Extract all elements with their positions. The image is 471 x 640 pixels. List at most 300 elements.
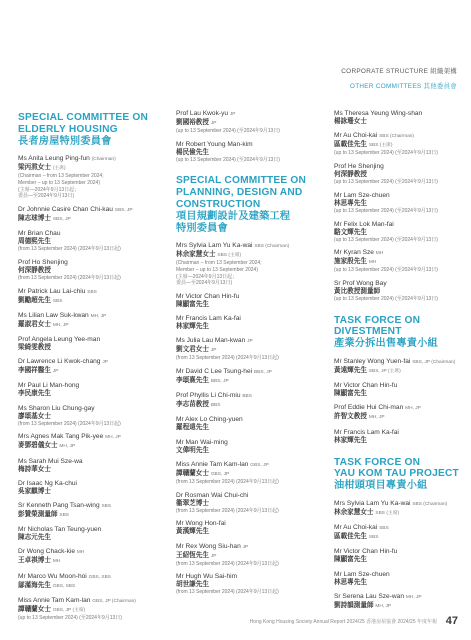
- member-name-en: [18, 597, 158, 606]
- footer-report-title: Hong Kong Housing Society Annual Report 2024/25 香港房屋協會 2024/25 年度年報: [249, 619, 437, 625]
- member-name-zh: [176, 301, 316, 309]
- member-name-zh-text: 文偉明先生: [176, 446, 209, 454]
- member-name-zh-text: 楊民儉先生: [176, 148, 209, 156]
- member-name-zh: [18, 297, 158, 306]
- member-name-en: [334, 163, 462, 171]
- member-name-en: [18, 206, 158, 215]
- page-number: 47: [445, 615, 458, 627]
- member-name-zh: [334, 556, 462, 564]
- member-name-zh-text: 劉文君女士: [176, 346, 209, 354]
- member-name-en-text: Sr Kenneth Pang Tsan-wing: [18, 501, 100, 509]
- member-name-en-text: Mr David C Lee Tsung-hei: [176, 368, 253, 376]
- member-name-en: [334, 192, 462, 200]
- member-name-zh-text: 周德熙先生: [18, 238, 51, 246]
- member-entry: [18, 433, 158, 451]
- member-entry: [176, 392, 316, 410]
- member-entry: [176, 573, 316, 596]
- member-name-zh: [176, 346, 316, 355]
- member-name-en-text: Dr Isaac Ng Ka-chui: [18, 479, 77, 487]
- member-name-zh-text: 林余家慧女士: [334, 509, 374, 517]
- member-honours-en: SBS, JP (Chairman): [412, 360, 456, 366]
- member-name-zh: [176, 251, 316, 260]
- member-name-en-text: Mr Stanley Wong Yuen-fai: [334, 358, 411, 366]
- member-entry: [176, 242, 316, 286]
- member-name-zh: [18, 442, 158, 451]
- member-name-zh-text: 陳顯富先生: [334, 390, 367, 398]
- member-honours-zh: GBS, JP (主席): [52, 607, 86, 613]
- committee-title-en-line: SPECIAL COMMITTEE ON: [176, 175, 307, 187]
- member-name-en-text: Mrs Agnes Mak Tang Pik-yee: [18, 433, 104, 441]
- member-name-en-text: Mr Felix Lok Man-fai: [334, 220, 394, 228]
- member-term-note: (主席—2024年9月13日起；: [176, 273, 238, 280]
- member-name-en: [176, 141, 316, 149]
- member-name-en: [18, 288, 158, 297]
- member-entry: [176, 520, 316, 536]
- member-name-en-text: Mr Paul Li Man-hong: [18, 382, 80, 390]
- member-name-zh-text: 胡世謙先生: [176, 581, 209, 589]
- member-entry: [18, 155, 158, 199]
- member-name-zh: [176, 447, 316, 455]
- member-honours-zh: MH: [52, 559, 61, 565]
- member-name-zh: [176, 552, 316, 561]
- member-honours-zh: MH: [368, 260, 377, 266]
- member-name-zh-text: 許智文教授: [334, 413, 367, 421]
- member-honours-zh: GBS, SBS: [52, 583, 76, 589]
- member-honours-zh: JP: [52, 369, 59, 375]
- member-honours-en: MH: [375, 251, 384, 257]
- member-honours-zh: SBS: [59, 512, 70, 518]
- member-name-en-text: Ms Sarah Mui Sze-wa: [18, 457, 83, 465]
- committee-title-en-line: ELDERLY HOUSING: [18, 123, 118, 135]
- member-name-en: [18, 480, 158, 488]
- member-name-zh: [176, 377, 316, 386]
- committee-title: [334, 457, 462, 492]
- member-name-zh-text: 梁綺雯教授: [18, 344, 51, 352]
- member-name-en-text: Mrs Sylvia Lam Yu Ka-wai: [176, 242, 253, 250]
- member-entry: [334, 571, 462, 587]
- member-name-en: [334, 500, 462, 509]
- member-name-en: [176, 315, 316, 323]
- committee-title-zh-line: 長者房屋特別委員會: [18, 135, 112, 147]
- member-honours-zh: SBS: [52, 298, 63, 304]
- member-name-en: [18, 312, 158, 321]
- member-name-zh-text: 林余家慧女士: [176, 251, 216, 259]
- section-header: CORPORATE STRUCTURE 組織架構: [341, 68, 457, 75]
- member-name-zh-text: 王卓祺博士: [18, 557, 51, 565]
- member-term-note: Member – up to 13 September 2024): [18, 179, 100, 186]
- member-name-en-text: Mr Victor Chan Hin-fu: [176, 292, 240, 300]
- member-name-en-text: Mr Au Choi-kai: [334, 132, 378, 140]
- member-name-en: [176, 543, 316, 552]
- committee-title-zh-line: 特別委員會: [176, 222, 228, 234]
- member-name-zh-text: 李國祥醫生: [18, 367, 51, 375]
- member-honours-zh: SBS, JP: [52, 216, 71, 222]
- member-honours-en: GBS, JP (Chairman): [92, 598, 136, 604]
- member-name-zh: [334, 288, 462, 296]
- member-honours-en: SBS (Chairman): [412, 502, 448, 508]
- member-honours-en: BBS, JP: [253, 370, 272, 376]
- member-entry: [176, 293, 316, 309]
- member-name-zh-text: 黃漢輝先生: [176, 528, 209, 536]
- member-term-note: (up to 13 September 2024) (至2024年9月13日): [176, 156, 280, 163]
- member-name-zh: [334, 579, 462, 587]
- member-name-en-text: Mr Marco Wu Moon-hoi: [18, 572, 87, 580]
- member-entry: [334, 110, 462, 126]
- member-name-en: [176, 337, 316, 346]
- member-entry: [334, 192, 462, 215]
- member-entry: [18, 206, 158, 224]
- member-entry: [334, 382, 462, 398]
- member-name-zh-text: 陳志球博士: [18, 214, 51, 222]
- member-honours-zh: (主席): [52, 166, 66, 172]
- member-name-en-text: Dr Johnnie Casire Chan Chi-kau: [18, 205, 113, 213]
- member-term-note: (up to 13 September 2024) (至2024年9月13日): [18, 614, 122, 621]
- member-name-en-text: Prof Phyllis Li Chi-miu: [176, 392, 241, 400]
- member-name-zh-text: 衞翠芝博士: [176, 499, 209, 507]
- member-name-en-text: Mr Rex Wong Siu-han: [176, 542, 241, 550]
- member-name-zh: [334, 118, 462, 126]
- member-name-en-text: Miss Annie Tam Kam-lan: [18, 596, 91, 604]
- member-honours-zh: MH, JP: [59, 444, 76, 450]
- member-name-zh-text: 彭贊榮測量師: [18, 510, 58, 518]
- member-name-en: [176, 461, 316, 470]
- committee-title-en-line: CONSTRUCTION: [176, 198, 261, 210]
- member-entry: [176, 492, 316, 515]
- member-entry: [334, 404, 462, 422]
- member-name-en: [176, 293, 316, 301]
- member-honours-en: GBS, SBS: [88, 574, 112, 580]
- member-name-zh: [176, 149, 316, 157]
- member-entry: [176, 337, 316, 362]
- member-name-zh-text: 廖頌基女士: [18, 412, 51, 420]
- member-name-zh-text: 羅淑君女士: [18, 320, 51, 328]
- member-term-note: (up to 13 September 2024) (至2024年9月13日): [334, 207, 438, 214]
- member-term-note: (from 13 September 2024) (2024年9月13日起): [176, 507, 279, 514]
- column-1: [18, 112, 158, 628]
- committee-title-zh-line: 油柑頭項目專責小組: [334, 480, 428, 492]
- member-entry: [18, 382, 158, 398]
- member-name-zh-text: 麥鄧碧儀女士: [18, 442, 58, 450]
- member-name-en-text: Mr Alex Lo Ching-yuen: [176, 416, 243, 424]
- member-honours-zh: SBS (主席): [217, 253, 242, 259]
- member-name-en-text: Miss Annie Tam Kam-lan: [176, 460, 249, 468]
- member-term-note: Member – up to 13 September 2024): [176, 266, 258, 273]
- column-3: [334, 110, 462, 617]
- member-name-en-text: Ms Julia Lau Man-kwan: [176, 337, 246, 345]
- member-entry: [334, 500, 462, 518]
- committee-title: [18, 112, 158, 147]
- member-name-zh: [18, 582, 158, 591]
- member-name-en: [18, 548, 158, 557]
- member-name-zh-text: 吳家麒博士: [18, 487, 51, 495]
- member-entry: [176, 368, 316, 386]
- member-name-en-text: Prof Angela Leung Yee-man: [18, 336, 101, 344]
- member-honours-zh: JP: [210, 348, 217, 354]
- member-name-zh-text: 施家殷先生: [334, 258, 367, 266]
- member-name-zh: [18, 511, 158, 520]
- member-name-zh-text: 劉詩韻測量師: [334, 601, 374, 609]
- member-entry: [18, 573, 158, 591]
- member-name-en: [334, 280, 462, 288]
- member-name-zh-text: 駱文輝先生: [334, 228, 367, 236]
- member-honours-en: GBS, JP: [250, 462, 269, 468]
- member-entry: [18, 230, 158, 253]
- member-name-zh: [334, 229, 462, 237]
- member-name-zh: [18, 344, 158, 352]
- page-footer: [0, 615, 471, 629]
- member-name-en: [334, 221, 462, 229]
- member-honours-en: MH, JP: [105, 435, 121, 441]
- column-2: [176, 110, 316, 602]
- member-honours-zh: MH, JP: [368, 415, 385, 421]
- member-name-zh-text: 何深靜教授: [334, 170, 367, 178]
- member-honours-zh: BBS, JP: [210, 379, 229, 385]
- committee-title: [334, 315, 462, 350]
- member-name-zh-text: 區載佳先生: [334, 533, 367, 541]
- member-name-zh: [334, 509, 462, 518]
- member-name-zh-text: 梅詩華女士: [18, 465, 51, 473]
- member-name-zh-text: 梁丙焄女士: [18, 164, 51, 172]
- member-honours-zh: MH, JP: [375, 603, 392, 609]
- member-name-zh-text: 林思專先生: [334, 199, 367, 207]
- member-name-zh: [18, 390, 158, 398]
- member-name-zh-text: 羅程遠先生: [176, 424, 209, 432]
- member-name-en-text: Dr Rosman Wai Chui-chi: [176, 491, 249, 499]
- subsection-header: OTHER COMMITTEES 其他委員會: [349, 83, 457, 90]
- committee-title-en-line: DIVESTMENT: [334, 326, 402, 338]
- member-name-en-text: Mr Francis Lam Ka-fai: [176, 315, 241, 323]
- member-name-zh-text: 黃遠輝先生: [334, 367, 367, 375]
- member-name-zh: [334, 437, 462, 445]
- member-name-zh: [176, 528, 316, 536]
- member-honours-zh: MH, JP: [52, 322, 69, 328]
- member-honours-zh: SBS, JP (主席): [368, 369, 401, 375]
- member-name-zh-text: 區載佳先生: [334, 141, 367, 149]
- committee-title-en-line: TASK FORCE ON: [334, 456, 421, 468]
- member-honours-en: MH: [76, 550, 85, 556]
- member-name-en: [18, 405, 158, 413]
- member-name-en: [334, 571, 462, 579]
- member-honours-en: JP: [242, 544, 249, 550]
- member-name-zh: [18, 267, 158, 275]
- member-term-note: (from 13 September 2024) (2024年9月13日起): [18, 274, 121, 281]
- member-term-note: (from 13 September 2024) (2024年9月13日起): [18, 246, 121, 253]
- member-name-en-text: Dr Lawrence Li Kwok-chang: [18, 358, 101, 366]
- member-name-zh-text: 李志苗教授: [176, 401, 209, 409]
- member-name-en: [334, 524, 462, 533]
- member-name-en-text: Prof He Shenjing: [334, 162, 384, 170]
- member-name-en-text: Ms Lilian Law Suk-kwan: [18, 311, 89, 319]
- member-name-en: [18, 230, 158, 238]
- member-name-zh: [18, 534, 158, 542]
- member-name-en-text: Mr Wong Hon-fai: [176, 520, 226, 528]
- member-name-zh-text: 林家輝先生: [176, 323, 209, 331]
- member-name-en: [176, 392, 316, 401]
- member-entry: [334, 221, 462, 244]
- member-name-zh-text: 何深靜教授: [18, 266, 51, 274]
- member-name-zh: [18, 557, 158, 566]
- member-name-en-text: Ms Sharon Liu Chung-gay: [18, 404, 95, 412]
- member-honours-en: BBS: [242, 394, 252, 400]
- member-entry: [334, 524, 462, 542]
- member-honours-en: SBS: [87, 289, 97, 295]
- member-honours-zh: GBS, JP: [210, 471, 230, 477]
- member-name-zh: [18, 488, 158, 496]
- member-entry: [18, 405, 158, 428]
- member-term-note: (Chairman – from 13 September 2024;: [18, 173, 104, 180]
- member-term-note: (from 13 September 2024) (2024年9月13日起): [18, 420, 121, 427]
- member-name-zh: [18, 238, 158, 246]
- member-name-zh-text: 李民康先生: [18, 390, 51, 398]
- member-name-en-text: Mr Kyran Sze: [334, 249, 374, 257]
- member-name-zh-text: 陳顯富先生: [176, 300, 209, 308]
- member-entry: [334, 280, 462, 303]
- member-name-en: [176, 368, 316, 377]
- member-name-en-text: Mr Robert Young Man-kim: [176, 140, 253, 148]
- member-name-en: [18, 458, 158, 466]
- member-name-en-text: Mr Brian Chau: [18, 230, 61, 238]
- member-name-zh: [18, 321, 158, 330]
- member-name-zh: [334, 602, 462, 611]
- member-name-en-text: Mr Au Choi-kai: [334, 524, 378, 532]
- member-name-en: [176, 110, 316, 119]
- member-name-zh-text: 李頌熹先生: [176, 377, 209, 385]
- member-entry: [18, 336, 158, 352]
- member-name-zh: [176, 470, 316, 479]
- member-name-en-text: Sr Prof Wong Bay: [334, 280, 387, 288]
- member-name-zh: [176, 323, 316, 331]
- member-name-zh: [334, 171, 462, 179]
- committee-title-zh-line: 項目規劃設計及建築工程: [176, 210, 291, 222]
- member-name-en: [334, 429, 462, 437]
- member-name-en: [334, 249, 462, 258]
- member-name-zh-text: 譚贛蘭女士: [18, 605, 51, 613]
- member-honours-en: MH, JP: [405, 594, 422, 600]
- member-name-zh: [176, 500, 316, 508]
- member-name-zh: [334, 141, 462, 150]
- member-name-en: [18, 336, 158, 344]
- member-term-note: (up to 13 September 2024) (至2024年9月13日): [176, 128, 280, 134]
- member-honours-zh: BBS: [210, 403, 221, 409]
- member-term-note: 委員—至2024年9月13日): [18, 193, 75, 200]
- member-name-en: [18, 526, 158, 534]
- member-honours-en: JP: [102, 360, 108, 366]
- member-term-note: (from 13 September 2024) (2024年9月13日起): [176, 355, 279, 362]
- member-name-zh-text: 陳顯富先生: [334, 556, 367, 564]
- member-entry: [176, 439, 316, 455]
- member-name-zh-text: 劉勵超先生: [18, 296, 51, 304]
- member-name-en: [18, 259, 158, 267]
- member-entry: [334, 132, 462, 157]
- member-honours-zh: JP: [210, 553, 217, 559]
- member-entry: [18, 259, 158, 282]
- member-name-zh-text: 鄔滿海先生: [18, 581, 51, 589]
- member-term-note: (from 13 September 2024) (2024年9月13日起): [176, 560, 279, 567]
- member-entry: [18, 548, 158, 566]
- member-name-en-text: Mr Lam Sze-chuen: [334, 570, 390, 578]
- member-entry: [18, 288, 158, 306]
- member-name-en: [334, 358, 462, 367]
- member-term-note: (Chairman – from 13 September 2024;: [176, 260, 262, 267]
- member-name-zh-text: 楊詠珊女士: [334, 118, 367, 125]
- member-name-en: [176, 439, 316, 447]
- member-honours-zh: SBS: [368, 535, 379, 541]
- member-name-en: [334, 132, 462, 141]
- member-entry: [334, 593, 462, 611]
- member-name-en-text: Mr Victor Chan Hin-fu: [334, 382, 398, 390]
- committee-title-en-line: SPECIAL COMMITTEE ON: [18, 112, 149, 123]
- member-name-zh: [18, 466, 158, 474]
- member-entry: [18, 358, 158, 376]
- member-honours-en: MH, JP: [90, 313, 107, 319]
- member-name-en-text: Ms Theresa Yeung Wing-shan: [334, 110, 423, 117]
- member-name-zh: [18, 215, 158, 224]
- member-honours-en: SBS (Chairman): [254, 244, 290, 250]
- member-honours-en: SBS (Chairman): [379, 134, 415, 140]
- member-name-zh: [18, 413, 158, 421]
- member-honours-en: MH, JP: [405, 406, 421, 412]
- member-term-note: (up to 13 September 2024) (至2024年9月13日): [334, 178, 438, 185]
- member-name-en-text: Mrs Sylvia Lam Yu Ka-wai: [334, 500, 411, 508]
- member-entry: [18, 502, 158, 520]
- member-name-en-text: Ms Anita Leung Ping-fun: [18, 155, 90, 163]
- member-term-note: (up to 13 September 2024) (至2024年9月13日): [334, 150, 438, 157]
- committee-title-en-line: PLANNING, DESIGN AND: [176, 187, 303, 199]
- member-name-zh-text: 劉國裕教授: [176, 119, 209, 126]
- member-name-en-text: Mr Man Wai-ming: [176, 438, 228, 446]
- member-honours-en: SBS, JP: [114, 207, 133, 213]
- member-entry: [176, 110, 316, 135]
- member-entry: [334, 249, 462, 274]
- member-entry: [176, 543, 316, 568]
- member-name-en-text: Mr Lam Sze-chuen: [334, 191, 390, 199]
- member-entry: [18, 526, 158, 542]
- member-name-zh: [334, 413, 462, 422]
- member-entry: [176, 461, 316, 486]
- member-term-note: (up to 13 September 2024) (至2024年9月13日): [334, 236, 438, 243]
- member-name-en: [334, 593, 462, 602]
- member-term-note: 委員—至2024年9月13日): [176, 280, 233, 287]
- member-name-zh: [334, 533, 462, 542]
- member-entry: [334, 429, 462, 445]
- member-term-note: (up to 13 September 2024) (至2024年9月13日): [334, 296, 438, 303]
- member-entry: [18, 458, 158, 474]
- member-name-zh: [334, 258, 462, 267]
- member-name-en: [18, 573, 158, 582]
- member-honours-zh: SBS (主席): [368, 143, 393, 149]
- committee-title: [176, 175, 316, 234]
- member-name-en-text: Dr Wong Chack-kie: [18, 548, 76, 556]
- member-name-zh-text: 林思專先生: [334, 578, 367, 586]
- member-entry: [176, 141, 316, 164]
- member-name-en: [176, 492, 316, 500]
- committee-title-en-line: YAU KOM TAU PROJECT: [334, 468, 459, 480]
- member-honours-en: JP: [247, 339, 253, 345]
- member-entry: [176, 315, 316, 331]
- member-term-note: (from 13 September 2024) (2024年9月13日起): [176, 589, 279, 596]
- member-name-en-text: Mr Hugh Wu Sai-him: [176, 573, 238, 581]
- member-entry: [18, 312, 158, 330]
- member-name-zh: [18, 164, 158, 173]
- member-name-zh-text: 黃比教授測量師: [334, 288, 381, 296]
- member-name-zh: [334, 200, 462, 208]
- member-term-note: (up to 13 September 2024) (至2024年9月13日): [334, 267, 438, 274]
- member-name-en: [18, 502, 158, 511]
- committee-title-zh-line: 產業分拆出售專責小組: [334, 338, 438, 350]
- member-name-en-text: Prof Lau Kwok-yu: [176, 110, 229, 117]
- member-name-en-text: Mr Patrick Lau Lai-chiu: [18, 287, 86, 295]
- member-honours-en: JP: [229, 112, 236, 117]
